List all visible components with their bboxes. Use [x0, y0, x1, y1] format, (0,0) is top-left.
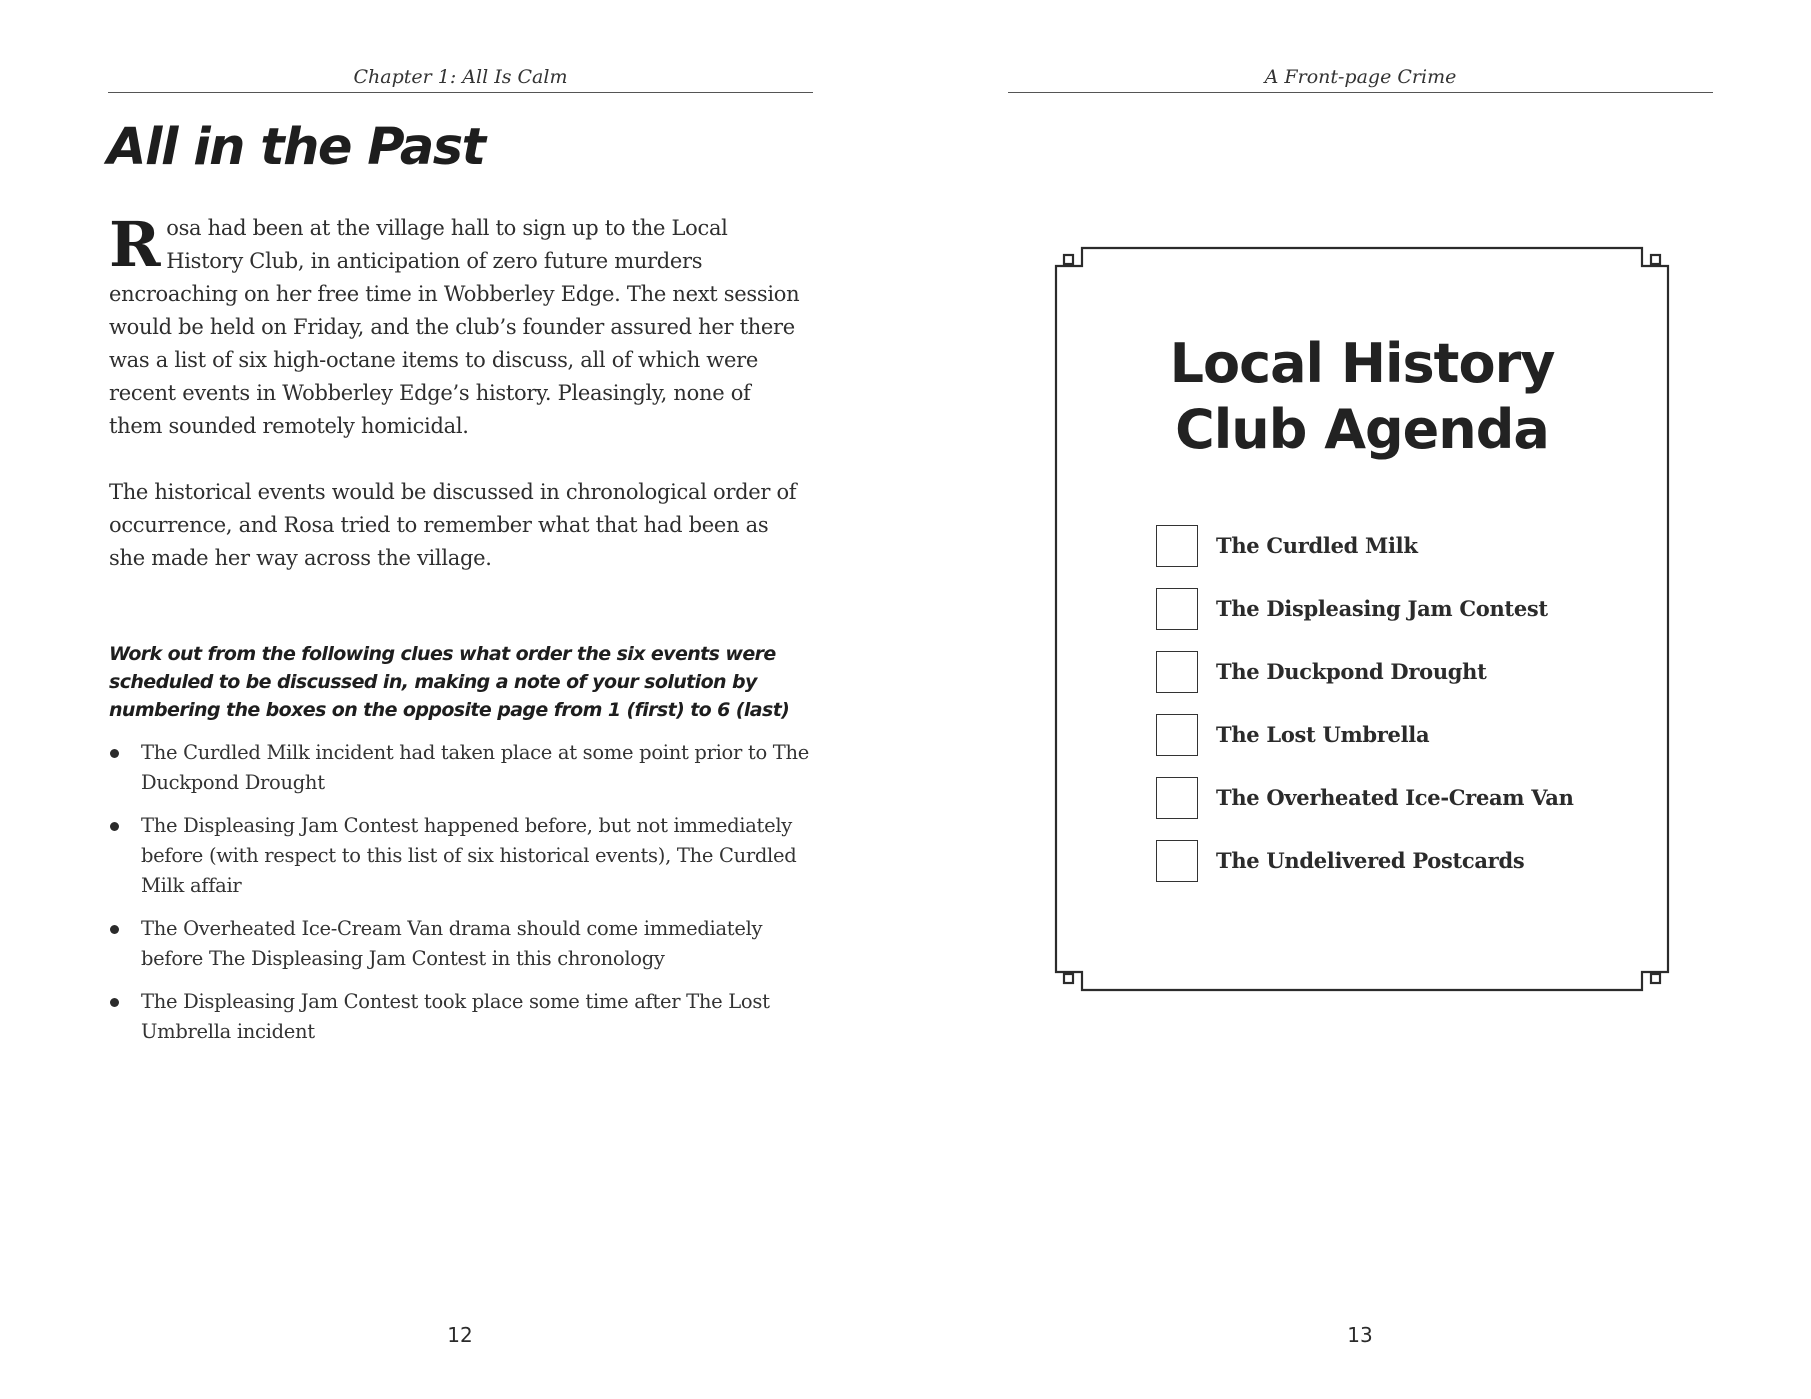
intro-paragraph — [109, 208, 809, 443]
puzzle-instruction: Work out from the following clues what order the six events were scheduled to be discussed in, making a note of your solution by numbering the boxes on the opposite page from 1 (first) to 6 (last) — [109, 643, 790, 721]
left-page — [0, 0, 905, 1399]
clue-item — [109, 987, 809, 1047]
order-checkbox[interactable] — [1156, 525, 1198, 567]
order-checkbox[interactable] — [1156, 777, 1198, 819]
drop-cap: R — [109, 208, 161, 281]
agenda-item-label: The Duckpond Drought — [1216, 659, 1487, 684]
order-checkbox[interactable] — [1156, 714, 1198, 756]
running-head-left: Chapter 1: All Is Calm — [108, 66, 813, 93]
intro-text: osa had been at the village hall to sign up to the Local History Club, in anticipation of zero future murders encroaching on her free time in Wobberley Edge. The next session would be held on Friday, and the club’s founder assured her there was a list of six high-octane items to discuss, all of which were recent events in Wobberley Edge’s history. Pleasingly, none of them sounded remotely homicidal. — [109, 216, 800, 438]
bullet-icon — [110, 822, 119, 831]
frame-corner-ornament — [1651, 255, 1660, 264]
clue-item — [109, 914, 809, 974]
clue-text: The Displeasing Jam Contest took place some time after The Lost Umbrella incident — [141, 990, 770, 1043]
agenda-item-label: The Curdled Milk — [1216, 533, 1418, 558]
order-checkbox[interactable] — [1156, 651, 1198, 693]
page-number-right: 13 — [1347, 1323, 1373, 1347]
clue-text: The Overheated Ice-Cream Van drama should come immediately before The Displeasing Jam Contest in this chronology — [141, 917, 763, 970]
order-checkbox[interactable] — [1156, 588, 1198, 630]
clue-item — [109, 738, 809, 798]
right-page — [905, 0, 1811, 1399]
frame-corner-ornament — [1064, 974, 1073, 983]
agenda-item-label: The Lost Umbrella — [1216, 722, 1430, 747]
agenda-item-label: The Overheated Ice-Cream Van — [1216, 785, 1574, 810]
agenda-item-label: The Undelivered Postcards — [1216, 848, 1525, 873]
clue-text: The Displeasing Jam Contest happened before, but not immediately before (with respect to this list of six historical events), The Curdled Milk affair — [141, 814, 797, 897]
clue-item — [109, 811, 809, 901]
bullet-icon — [110, 998, 119, 1007]
agenda-title — [1052, 331, 1672, 463]
agenda-title-line2: Club Agenda — [1175, 398, 1549, 461]
second-paragraph: The historical events would be discussed in chronological order of occurrence, and Rosa tried to remember what that had been as she made her way across the village. — [109, 480, 797, 570]
agenda-title-line1: Local History — [1169, 332, 1555, 395]
bullet-icon — [110, 925, 119, 934]
frame-corner-ornament — [1064, 255, 1073, 264]
chapter-title: All in the Past — [107, 118, 485, 177]
frame-corner-ornament — [1651, 974, 1660, 983]
bullet-icon — [110, 749, 119, 758]
running-head-right: A Front-page Crime — [1008, 66, 1713, 93]
clue-text: The Curdled Milk incident had taken place at some point prior to The Duckpond Drought — [141, 741, 809, 794]
agenda-item-label: The Displeasing Jam Contest — [1216, 596, 1548, 621]
page-number-left: 12 — [447, 1323, 473, 1347]
order-checkbox[interactable] — [1156, 840, 1198, 882]
clue-list — [109, 738, 809, 1060]
